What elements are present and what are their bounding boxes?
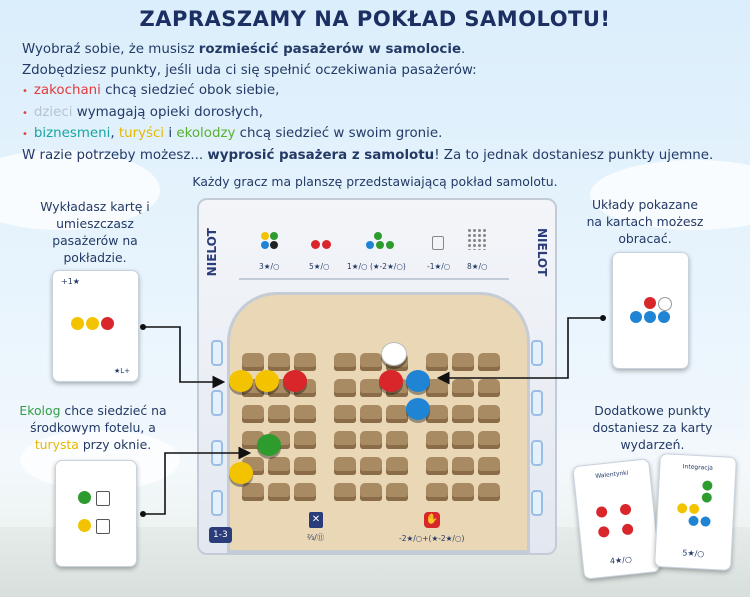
window (211, 390, 223, 416)
seat[interactable] (478, 405, 500, 423)
yellow-passenger (71, 317, 84, 330)
red-passenger-icon (311, 240, 320, 249)
grid-icon (467, 228, 487, 250)
seat[interactable] (294, 483, 316, 501)
seat[interactable] (268, 353, 290, 371)
passenger-card-left-top (52, 270, 139, 382)
event-card-integration (654, 453, 737, 571)
seat[interactable] (426, 353, 448, 371)
seat[interactable] (294, 457, 316, 475)
seat[interactable] (334, 431, 356, 449)
seat[interactable] (360, 353, 382, 371)
event-card-title: Integracja (682, 463, 714, 472)
passenger-pawn[interactable] (381, 342, 407, 366)
white-passenger (658, 297, 672, 311)
mixed-passenger-icon (270, 232, 278, 240)
seat[interactable] (478, 483, 500, 501)
seat[interactable] (360, 431, 382, 449)
stop-hand-icon: ✋ (424, 512, 440, 528)
card-footer: ★L+ (113, 367, 130, 375)
seat[interactable] (426, 431, 448, 449)
note-place-card: Wykładasz kartę i umieszczasz pasażerów na pokładzie. (40, 199, 150, 265)
seat[interactable] (242, 483, 264, 501)
window (531, 440, 543, 466)
passenger-pawn[interactable] (406, 398, 430, 420)
arrow-dot (140, 511, 146, 517)
eviction-score: -2★/○+(★-2★/○) (399, 534, 465, 543)
arrow-dot (140, 324, 146, 330)
red-passenger (620, 503, 632, 515)
red-passenger (644, 297, 656, 309)
yellow-passenger (689, 504, 700, 515)
brand-logo-right: NIELOT (535, 228, 549, 277)
window (211, 340, 223, 366)
mixed-passenger-icon (261, 241, 269, 249)
intro-line-2: Zdobędziesz punkty, jeśli uda ci się spełnić oczekiwania pasażerów: (22, 62, 477, 78)
seat[interactable] (294, 405, 316, 423)
arrow-dot (600, 315, 606, 321)
seat[interactable] (478, 379, 500, 397)
bullet-lovers: • zakochani chcą siedzieć obok siebie, (22, 81, 742, 103)
seat[interactable] (478, 353, 500, 371)
seat[interactable] (360, 457, 382, 475)
intro-text (22, 40, 742, 167)
score-groups: 1★/○ (★-2★/○) (347, 262, 406, 271)
passenger-pawn[interactable] (406, 370, 430, 392)
score-empty: -1★/○ (427, 262, 451, 271)
player-board (197, 198, 557, 555)
seat[interactable] (452, 379, 474, 397)
window (531, 340, 543, 366)
score-lovers: 5★/○ (309, 262, 330, 271)
red-passenger (622, 523, 634, 535)
seat[interactable] (334, 405, 356, 423)
blue-passenger (688, 516, 699, 527)
window (211, 440, 223, 466)
score-full: 8★/○ (467, 262, 488, 271)
seat[interactable] (294, 431, 316, 449)
seat[interactable] (386, 483, 408, 501)
green-passenger (702, 492, 713, 503)
blue-passenger-icon (366, 241, 374, 249)
window (531, 490, 543, 516)
note-eco-tourist: Ekolog chce siedzieć na środkowym fotelu, a turysta przy oknie. (19, 403, 167, 452)
seat[interactable] (426, 483, 448, 501)
seat[interactable] (294, 353, 316, 371)
brand-logo-left: NIELOT (205, 228, 219, 277)
green-passenger (78, 491, 91, 504)
seat[interactable] (334, 353, 356, 371)
passenger-pawn[interactable] (255, 370, 279, 392)
seat[interactable] (386, 405, 408, 423)
passenger-card-left-bottom (55, 460, 137, 567)
seat[interactable] (452, 483, 474, 501)
note-rotate: Układy pokazane na kartach możesz obracać. (586, 197, 704, 246)
red-passenger (101, 317, 114, 330)
board-caption: Każdy gracz ma planszę przedstawiającą pokład samolotu. (192, 174, 558, 189)
green-passenger-icon (386, 241, 394, 249)
yellow-passenger (78, 519, 91, 532)
yellow-passenger (677, 503, 688, 514)
seat[interactable] (334, 457, 356, 475)
seat[interactable] (360, 405, 382, 423)
green-passenger (702, 480, 713, 491)
cabin (227, 292, 530, 553)
seat[interactable] (478, 457, 500, 475)
passenger-card-right-top (612, 252, 689, 369)
event-card-title: Walentynki (594, 469, 629, 480)
blue-passenger (644, 311, 656, 323)
yellow-passenger (86, 317, 99, 330)
card-score: +1★ (61, 277, 80, 286)
seat[interactable] (360, 483, 382, 501)
food-score: ⅔/⑪ (307, 533, 325, 542)
seat[interactable] (268, 405, 290, 423)
window (211, 490, 223, 516)
score-mixed: 3★/○ (259, 262, 280, 271)
blue-passenger (658, 311, 670, 323)
score-panel (239, 210, 509, 280)
mixed-passenger-icon (261, 232, 269, 240)
seat[interactable] (452, 353, 474, 371)
green-passenger-icon (374, 232, 382, 240)
passenger-pawn[interactable] (229, 462, 253, 484)
passenger-pawn[interactable] (283, 370, 307, 392)
blue-passenger (630, 311, 642, 323)
red-passenger (596, 506, 608, 518)
seat[interactable] (426, 457, 448, 475)
red-passenger-icon (322, 240, 331, 249)
seat[interactable] (242, 353, 264, 371)
seat[interactable] (386, 431, 408, 449)
note-event-cards: Dodatkowe punkty dostaniesz za karty wydarzeń. (592, 403, 713, 452)
event-card-score: 5★/○ (682, 548, 705, 559)
window-seat-icon (96, 491, 110, 506)
seat[interactable] (478, 431, 500, 449)
seat[interactable] (452, 431, 474, 449)
mixed-passenger-icon (270, 241, 278, 249)
blue-passenger (700, 516, 711, 527)
bullet-children: • dzieci wymagają opieki dorosłych, (22, 103, 742, 125)
page-title: ZAPRASZAMY NA POKŁAD SAMOLOTU! (139, 7, 611, 31)
food-icon: ✕ (309, 512, 323, 528)
window-seat-icon (96, 519, 110, 534)
red-passenger (598, 526, 610, 538)
row-badge: 1-3 (209, 527, 232, 543)
green-passenger-icon (376, 241, 384, 249)
empty-seat-icon (432, 236, 444, 250)
window (531, 390, 543, 416)
seat[interactable] (268, 483, 290, 501)
passenger-pawn[interactable] (257, 434, 281, 456)
intro-line-6: W razie potrzeby możesz... wyprosić pasażera z samolotu! Za to jednak dostaniesz punkty ujemne. (22, 147, 714, 163)
event-card-score: 4★/○ (609, 554, 633, 566)
intro-line-1: Wyobraź sobie, że musisz rozmieścić pasażerów w samolocie. (22, 42, 466, 57)
seat[interactable] (268, 457, 290, 475)
passenger-pawn[interactable] (229, 370, 253, 392)
seat[interactable] (334, 379, 356, 397)
bullet-groups: • biznesmeni, turyści i ekolodzy chcą siedzieć w swoim gronie. (22, 124, 742, 146)
seat[interactable] (452, 405, 474, 423)
seat[interactable] (242, 405, 264, 423)
seat[interactable] (452, 457, 474, 475)
event-card-valentines (572, 458, 660, 579)
seat[interactable] (334, 483, 356, 501)
passenger-pawn[interactable] (379, 370, 403, 392)
seat[interactable] (386, 457, 408, 475)
